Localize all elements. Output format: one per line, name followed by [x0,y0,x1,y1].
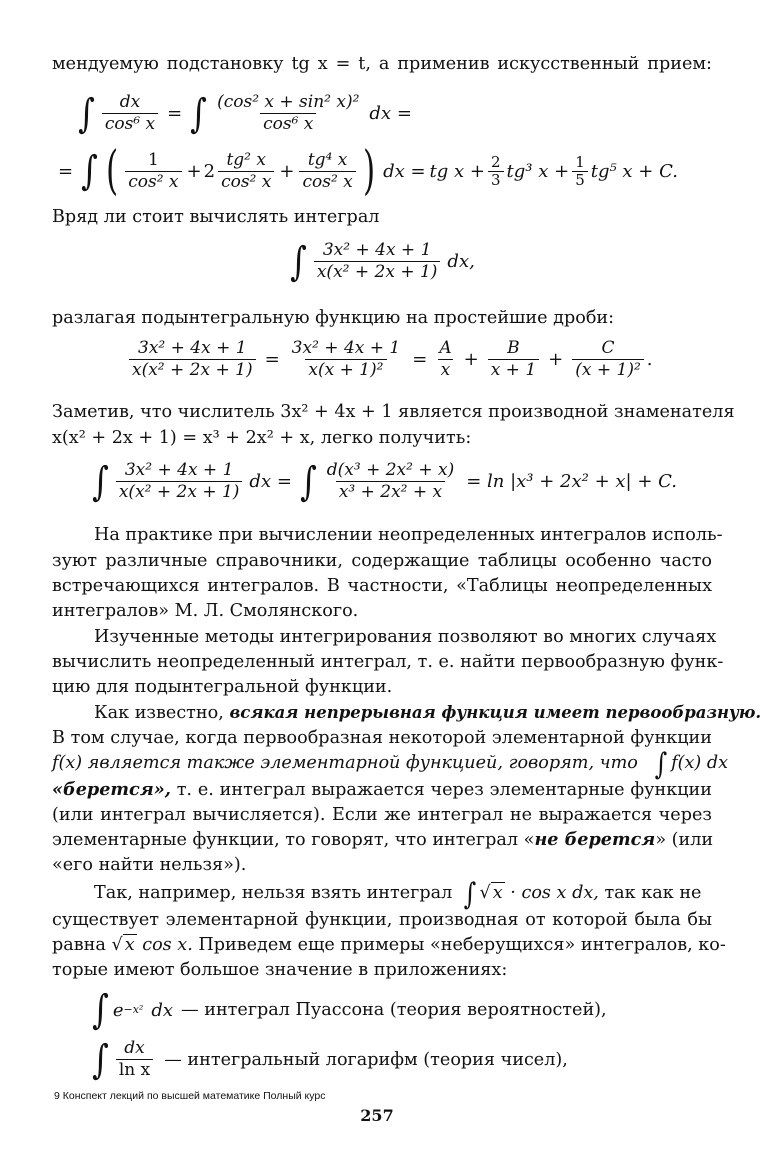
integral-sign: ∫ [81,148,98,194]
fraction: $\frac{dx}{\text{cos⁶ x}}$ [102,92,158,135]
list-item-poisson: ∫ e −x² dx — интеграл Пуассона (теория вероятностей), [92,987,607,1033]
equation-tg-expansion: = ∫ ( $\frac{1}{\text{cos² x}}$ + 2 $\frac{\text{tg² x}}{\text{cos² x}}$ + $\frac{\text{tg⁴ x}}{\text{cos² x}}$ ) dx = tg x + $\frac{2}{3}$ tg³ x + $\frac{1}{5}$ tg⁵ x + C. [58,141,678,201]
fraction: $\frac{2}{3}$ [488,154,504,189]
fraction: $\frac{B}{x + 1}$ [488,338,539,381]
emphasis: «берется», [52,779,171,800]
integral-sign: ∫ [78,90,95,137]
text-line: разлагая подынтегральную функцию на простейшие дроби: [52,308,615,328]
text-line: (или интеграл вычисляется). Если же интеграл не выражается через [52,805,712,825]
text-line: элементарные функции, то говорят, что интеграл «не берется» (или [52,829,714,850]
integral-sign: ∫ [299,458,317,505]
fraction: $\frac{1}{5}$ [572,154,588,189]
integral-sign: ∫ [190,90,207,137]
text-line: зуют различные справочники, содержащие таблицы особенно часто [52,551,712,571]
text-line: интегралов» М. Л. Смолянского. [52,601,359,621]
text-line: Изученные методы интегрирования позволяют во многих случаях [94,627,717,647]
equation-cos6: ∫ $\frac{dx}{\text{cos⁶ x}}$ = ∫ $\frac{\text{(cos² x + sin² x)²}}{\text{cos⁶ x}}$ dx = [78,90,412,137]
text-line: торые имеют большое значение в приложениях: [52,960,508,980]
sqrt-symbol: √ [111,935,123,955]
text-line: «его найти нельзя»). [52,855,247,875]
text-line: равна √ x cos x. Приведем еще примеры «неберущихся» интегралов, ко- [52,935,726,955]
integral-sign: ∫ [463,877,476,912]
footer-source: 9 Конспект лекций по высшей математике Полный курс [54,1090,326,1102]
equation-partial-fractions: $\frac{\text{3x² + 4x + 1}}{\text{x(x² + 2x + 1)}}$ = $\frac{\text{3x² + 4x + 1}}{\text{x(x + 1)²}}$ = $\frac{A}{x}$ + $\frac{B}{x + 1}$ + $\frac{C}{\text{(x + 1)²}}$ . [126,338,653,381]
fraction: $\frac{A}{x}$ [439,338,452,380]
text-line: Вряд ли стоит вычислять интеграл [52,207,380,227]
fraction: $\frac{\text{3x² + 4x + 1}}{\text{x(x² + 2x + 1)}}$ [129,338,256,381]
fraction: $\frac{\text{3x² + 4x + 1}}{\text{x(x + 1)²}}$ [291,338,401,380]
integral-sign: ∫ [92,987,109,1033]
text-line: f(x) является также элементарной функцией, говорят, что ∫ f(x) dx [52,747,729,782]
page-number: 257 [360,1106,394,1125]
text-line: «берется», т. е. интеграл выражается через элементарные функции [52,779,712,800]
text-line: Как известно, всякая непрерывная функция имеет первообразную. [94,703,761,723]
equation-log-result: ∫ $\frac{\text{3x² + 4x + 1}}{\text{x(x² + 2x + 1)}}$ dx = ∫ $\frac{\text{d(x³ + 2x² + x)}}{\text{x³ + 2x² + x}}$ = ln |x³ + 2x² + x| + C. [92,458,677,505]
text-line: встречающихся интегралов. В частности, «Таблицы неопределенных [52,576,712,596]
integral-sign: ∫ [655,747,668,782]
fraction: $\frac{1}{\text{cos² x}}$ [125,150,181,193]
emphasis: не берется [534,829,656,850]
text-line: На практике при вычислении неопределенных интегралов исполь- [94,525,723,545]
list-item-logarithm: ∫ $\frac{dx}{\text{ln x}}$ — интегральный логарифм (теория чисел), [92,1036,568,1083]
text-line-intro: мендуемую подстановку tg x = t, а применив искусственный прием: [52,54,712,74]
text-line: вычислить неопределенный интеграл, т. е. найти первообразную функ- [52,652,724,672]
sqrt-symbol: √ [479,883,491,903]
fraction: $\frac{\text{(cos² x + sin² x)²}}{\text{cos⁶ x}}$ [217,92,360,134]
fraction: $\frac{\text{3x² + 4x + 1}}{\text{x(x² + 2x + 1)}}$ [116,460,243,503]
text-line: В том случае, когда первообразная некоторой элементарной функции [52,728,712,748]
equation-integral: ∫ $\frac{\text{3x² + 4x + 1}}{\text{x(x² + 2x + 1)}}$ dx, [290,238,475,285]
right-paren: ) [362,141,376,201]
text-line: x(x² + 2x + 1) = x³ + 2x² + x, легко получить: [52,428,472,448]
fraction: $\frac{\text{tg⁴ x}}{\text{cos² x}}$ [299,150,355,193]
fraction: $\frac{\text{d(x³ + 2x² + x)}}{\text{x³ + 2x² + x}}$ [326,460,455,502]
integral-sign: ∫ [92,1036,109,1083]
emphasis: всякая непрерывная функция имеет первообразную. [229,703,761,722]
text-line: Заметив, что числитель 3x² + 4x + 1 является производной знаменателя [52,402,735,422]
text-line: Так, например, нельзя взять интеграл ∫ √ x · cos x dx, так как не [94,877,702,912]
fraction: $\frac{dx}{\text{ln x}}$ [116,1038,153,1081]
integral-sign: ∫ [290,238,307,285]
text-line: цию для подынтегральной функции. [52,677,393,697]
left-paren: ( [105,141,119,201]
text-line: существует элементарной функции, производная от которой была бы [52,910,712,930]
fraction: $\frac{C}{\text{(x + 1)²}}$ [572,338,644,381]
fraction: $\frac{\text{3x² + 4x + 1}}{\text{x(x² + 2x + 1)}}$ [314,240,441,283]
fraction: $\frac{\text{tg² x}}{\text{cos² x}}$ [218,150,274,193]
integral-sign: ∫ [92,458,109,505]
